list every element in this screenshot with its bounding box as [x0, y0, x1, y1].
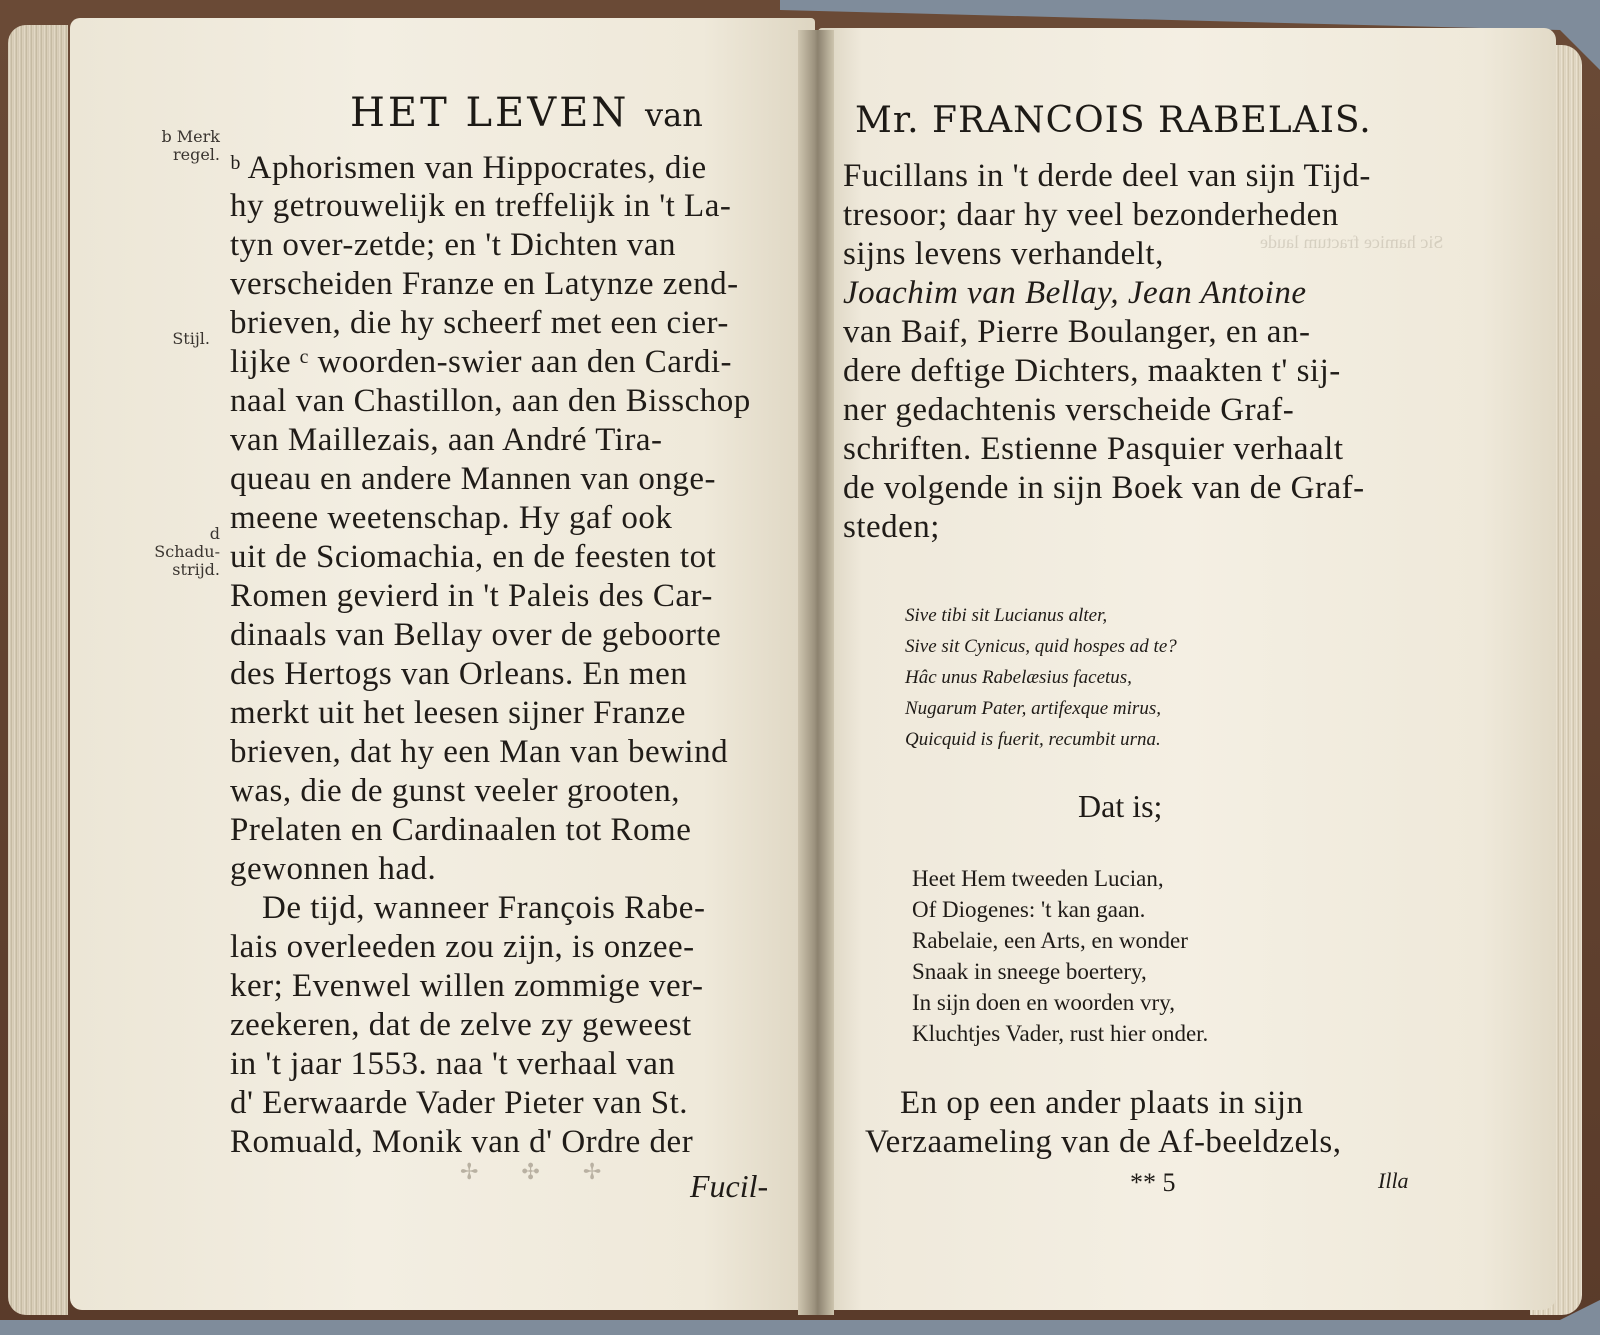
left-catchword: Fucil-: [690, 1168, 769, 1204]
dutch-verse-line: Kluchtjes Vader, rust hier onder.: [912, 1021, 1209, 1046]
book-gutter: [798, 30, 834, 1315]
left-line: verscheiden Franze en Latynze zend-: [230, 266, 739, 302]
left-line: De tijd, wanneer François Rabe-: [262, 890, 706, 926]
left-line: meene weetenschap. Hy gaf ook: [230, 500, 673, 536]
right-catchword: Illa: [1378, 1168, 1409, 1193]
latin-verse-line: Sive sit Cynicus, quid hospes ad te?: [905, 636, 1177, 657]
right-line: van Baif, Pierre Boulanger, en an-: [843, 314, 1311, 350]
latin-verse-line: Quicquid is fuerit, recumbit urna.: [905, 729, 1161, 750]
right-line: steden;: [843, 509, 940, 545]
left-line: ᵇ Aphorismen van Hippocrates, die: [230, 150, 707, 186]
page-ornament: ✢ ✣ ✢: [460, 1160, 620, 1185]
right-closing-line: En op een ander plaats in sijn: [900, 1085, 1304, 1121]
left-line: merkt uit het leesen sijner Franze: [230, 695, 686, 731]
right-line: de volgende in sijn Boek van de Graf-: [843, 470, 1365, 506]
show-through-text: Sic hamice fractum laude: [1260, 232, 1444, 252]
left-line: tyn over-zetde; en 't Dichten van: [230, 227, 677, 263]
dutch-verse-line: In sijn doen en woorden vry,: [912, 990, 1175, 1015]
left-line: Romuald, Monik van d' Ordre der: [230, 1124, 694, 1160]
right-line: Fucillans in 't derde deel van sijn Tijd-: [843, 158, 1371, 194]
right-line: schriften. Estienne Pasquier verhaalt: [843, 431, 1344, 467]
right-line: tresoor; daar hy veel bezonderheden: [843, 197, 1339, 233]
left-line: in 't jaar 1553. naa 't verhaal van: [230, 1046, 676, 1082]
left-line: d' Eerwaarde Vader Pieter van St.: [230, 1085, 689, 1121]
right-line: ner gedachtenis verscheide Graf-: [843, 392, 1295, 428]
left-line: Prelaten en Cardinaalen tot Rome: [230, 812, 692, 848]
dutch-verse-line: Heet Hem tweeden Lucian,: [912, 866, 1164, 891]
left-line: hy getrouwelijk en treffelijk in 't La-: [230, 188, 732, 224]
latin-verse-line: Hâc unus Rabelæsius facetus,: [905, 667, 1132, 688]
left-line: brieven, dat hy een Man van bewind: [230, 734, 729, 770]
left-line: lais overleeden zou zijn, is onzee-: [230, 929, 695, 965]
right-line: Joachim van Bellay, Jean Antoine: [843, 275, 1307, 311]
left-line: naal van Chastillon, aan den Bisschop: [230, 383, 751, 419]
dutch-verse-line: Snaak in sneege boertery,: [912, 959, 1147, 984]
dutch-verse-line: Rabelaie, een Arts, en wonder: [912, 928, 1188, 953]
left-line: lijke ᶜ woorden-swier aan den Cardi-: [230, 344, 733, 380]
left-line: des Hertogs van Orleans. En men: [230, 656, 688, 692]
left-line: ker; Evenwel willen zommige ver-: [230, 968, 704, 1004]
running-head-left-title: HET LEVEN: [350, 90, 630, 136]
left-line: dinaals van Bellay over de geboorte: [230, 617, 722, 653]
margin-note-c: Stijl.: [172, 329, 210, 348]
left-line: uit de Sciomachia, en de feesten tot: [230, 539, 717, 575]
running-head-left: [350, 90, 703, 136]
left-line: was, die de gunst veeler grooten,: [230, 773, 680, 809]
right-closing-line: Verzaameling van de Af-beeldzels,: [865, 1124, 1342, 1160]
latin-verse-line: Sive tibi sit Lucianus alter,: [905, 605, 1108, 626]
left-line: van Maillezais, aan André Tira-: [230, 422, 663, 458]
left-line: brieven, die hy scheerf met een cier-: [230, 305, 729, 341]
right-line: sijns levens verhandelt,: [843, 236, 1164, 272]
dutch-verse-line: Of Diogenes: 't kan gaan.: [912, 897, 1146, 922]
left-line: Romen gevierd in 't Paleis des Car-: [230, 578, 713, 614]
latin-verse-line: Nugarum Pater, artifexque mirus,: [905, 698, 1161, 719]
signature-mark: ** 5: [1130, 1168, 1176, 1197]
running-head-left-van: van: [645, 96, 703, 134]
margin-note-b: b Merk regel.: [161, 127, 220, 164]
page-edges-left: [8, 25, 68, 1315]
left-line: zeekeren, dat de zelve zy geweest: [230, 1007, 692, 1043]
dat-is-heading: Dat is;: [1078, 788, 1163, 824]
margin-note-d: d Schadu- strijd.: [154, 524, 220, 579]
left-line: gewonnen had.: [230, 851, 437, 887]
left-line: queau en andere Mannen van onge-: [230, 461, 717, 497]
running-head-right: Mr. FRANCOIS RABELAIS.: [855, 100, 1372, 141]
right-line: dere deftige Dichters, maakten t' sij-: [843, 353, 1341, 389]
